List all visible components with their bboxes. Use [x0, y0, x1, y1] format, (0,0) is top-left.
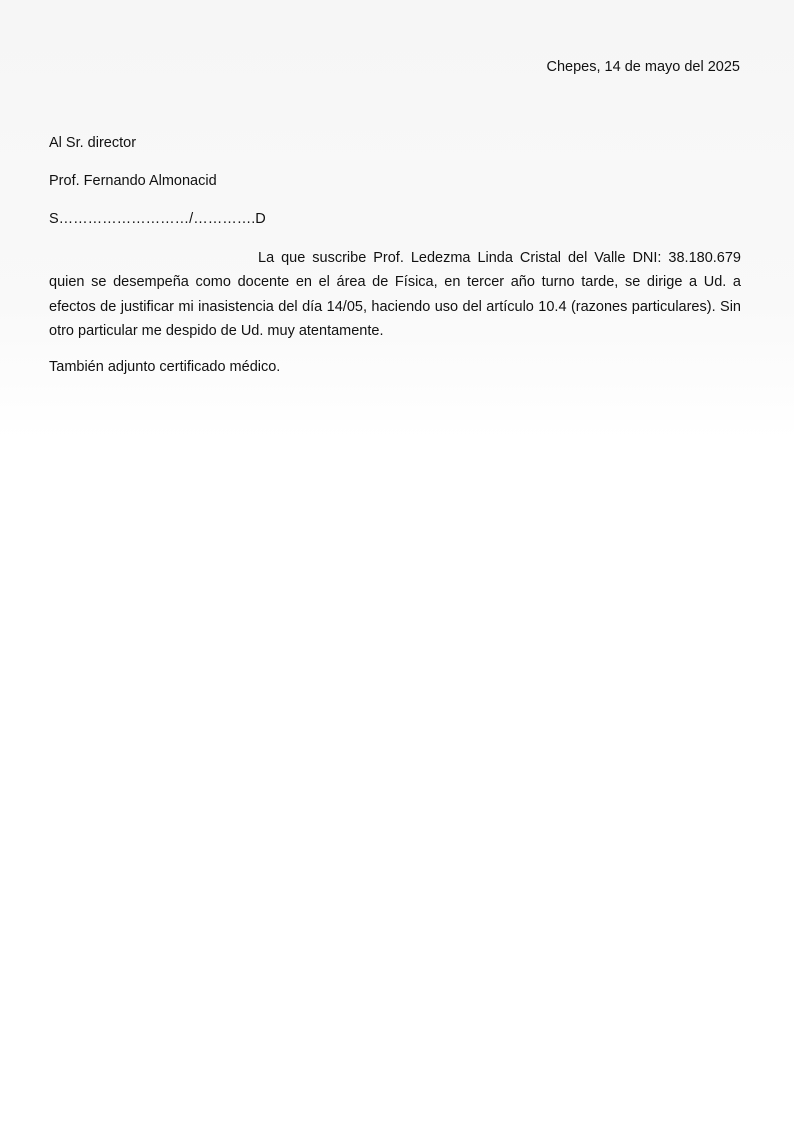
letter-body: La que suscribe Prof. Ledezma Linda Cristal del Valle DNI: 38.180.679 quien se desempeña como docente en el área de Física, en tercer año turno tarde, se dirige a Ud. a efectos de justificar mi inasistencia del día 14/05, haciendo uso del artículo 10.4 (razones particulares). Sin otro particular me despido de Ud. muy atentamente.	[49, 250, 741, 339]
recipient-salutation: S………………………/………….D	[49, 211, 266, 227]
attachment-note: También adjunto certificado médico.	[49, 359, 281, 375]
recipient-title: Al Sr. director	[49, 135, 137, 151]
place-date: Chepes, 14 de mayo del 2025	[546, 59, 740, 75]
recipient-name: Prof. Fernando Almonacid	[49, 173, 217, 189]
